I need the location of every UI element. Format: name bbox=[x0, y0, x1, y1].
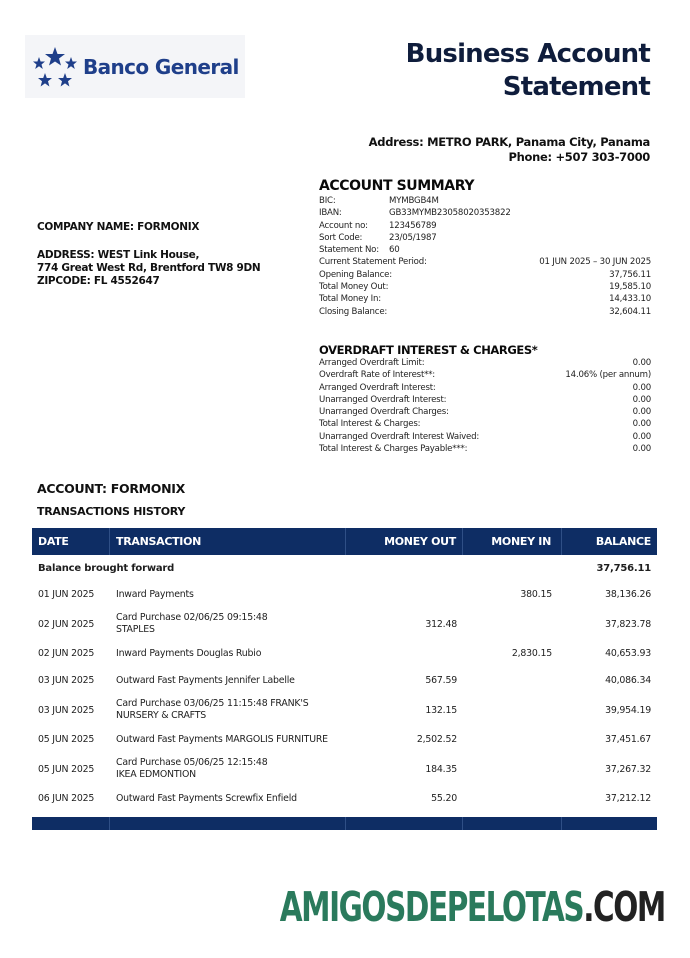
summary-value: 37,756.11 bbox=[609, 269, 651, 280]
balance-brought-forward-value: 37,756.11 bbox=[596, 562, 651, 574]
summary-closing-balance bbox=[319, 306, 651, 318]
overdraft-item bbox=[319, 382, 651, 394]
overdraft-label: Unarranged Overdraft Interest Waived: bbox=[319, 431, 480, 442]
overdraft-value: 0.00 bbox=[632, 358, 651, 368]
summary-sort-code bbox=[319, 232, 651, 244]
bank-address: Address: METRO PARK, Panama City, Panama bbox=[368, 135, 650, 149]
row-balance: 40,086.34 bbox=[605, 675, 651, 686]
row-balance: 37,823.78 bbox=[605, 618, 651, 630]
footer-cell bbox=[562, 817, 657, 830]
row-money-out bbox=[346, 581, 463, 608]
row-money-in bbox=[463, 753, 562, 785]
row-money-in bbox=[463, 694, 562, 726]
transactions-history-title: TRANSACTIONS HISTORY bbox=[37, 505, 186, 518]
summary-total-in bbox=[319, 293, 651, 305]
bank-name: Banco General bbox=[83, 54, 239, 79]
table-header bbox=[32, 528, 657, 555]
overdraft-label: Overdraft Rate of Interest**: bbox=[319, 370, 436, 381]
row-description-line2: NURSERY & CRAFTS bbox=[116, 710, 206, 721]
summary-label: Closing Balance: bbox=[319, 306, 388, 317]
summary-total-out bbox=[319, 281, 651, 293]
account-summary bbox=[319, 178, 651, 318]
five-star-ring-icon bbox=[33, 45, 77, 89]
table-row bbox=[32, 694, 657, 726]
table-row bbox=[32, 667, 657, 694]
summary-bic bbox=[319, 195, 651, 207]
company-zipcode: ZIPCODE: FL 4552647 bbox=[37, 275, 160, 287]
company-name: COMPANY NAME: FORMONIX bbox=[37, 221, 200, 233]
overdraft-item bbox=[319, 418, 651, 430]
row-balance: 37,451.67 bbox=[605, 734, 651, 745]
overdraft-label: Unarranged Overdraft Charges: bbox=[319, 407, 449, 418]
row-money-out: 2,502.52 bbox=[416, 734, 457, 745]
bank-phone: Phone: +507 303-7000 bbox=[508, 150, 650, 164]
table-row bbox=[32, 785, 657, 812]
table-footer-bar bbox=[32, 817, 657, 830]
column-header-money-out: MONEY OUT bbox=[346, 528, 463, 555]
row-description bbox=[110, 753, 346, 785]
column-header-date: DATE bbox=[32, 528, 110, 555]
row-money-out: 312.48 bbox=[425, 618, 457, 630]
overdraft-value: 0.00 bbox=[632, 407, 651, 418]
row-date: 02 JUN 2025 bbox=[38, 648, 95, 659]
summary-value: 123456789 bbox=[389, 220, 437, 231]
summary-label: Total Money Out: bbox=[319, 282, 389, 293]
account-title: ACCOUNT: FORMONIX bbox=[37, 481, 185, 496]
row-balance: 40,653.93 bbox=[605, 648, 651, 659]
table-row bbox=[32, 640, 657, 667]
summary-period bbox=[319, 256, 651, 268]
row-date: 03 JUN 2025 bbox=[38, 704, 95, 716]
table-row bbox=[32, 581, 657, 608]
summary-label: Account no: bbox=[319, 220, 368, 231]
footer-cell bbox=[463, 817, 562, 830]
summary-label: BIC: bbox=[319, 196, 336, 206]
row-balance: 39,954.19 bbox=[605, 704, 651, 716]
overdraft-value: 0.00 bbox=[632, 394, 651, 405]
row-description bbox=[110, 608, 346, 640]
row-money-out: 567.59 bbox=[425, 675, 457, 686]
column-header-money-in: MONEY IN bbox=[463, 528, 562, 555]
overdraft-section bbox=[319, 343, 651, 455]
row-description-line1: Outward Fast Payments Screwfix Enfield bbox=[116, 792, 297, 804]
table-row bbox=[32, 608, 657, 640]
row-description bbox=[110, 667, 346, 694]
row-description bbox=[110, 581, 346, 608]
watermark-tld: .COM bbox=[583, 883, 665, 931]
row-date: 03 JUN 2025 bbox=[38, 675, 95, 686]
document-title-line2: Statement bbox=[502, 72, 650, 102]
overdraft-label: Total Interest & Charges: bbox=[319, 419, 421, 430]
overdraft-item bbox=[319, 443, 651, 455]
column-header-transaction: TRANSACTION bbox=[110, 528, 346, 555]
row-date: 02 JUN 2025 bbox=[38, 618, 95, 630]
company-info bbox=[37, 221, 260, 288]
footer-cell bbox=[110, 817, 346, 830]
overdraft-label: Arranged Overdraft Limit: bbox=[319, 358, 425, 368]
row-money-out: 132.15 bbox=[425, 704, 457, 716]
overdraft-label: Arranged Overdraft Interest: bbox=[319, 382, 436, 393]
summary-label: Total Money In: bbox=[319, 294, 381, 305]
summary-value: 32,604.11 bbox=[609, 306, 651, 317]
document-title bbox=[406, 38, 650, 104]
row-money-out: 55.20 bbox=[431, 793, 457, 804]
summary-value: GB33MYMB23058020353822 bbox=[389, 208, 511, 219]
row-description bbox=[110, 726, 346, 753]
row-description-line2: STAPLES bbox=[116, 624, 155, 635]
summary-label: Current Statement Period: bbox=[319, 257, 427, 268]
row-date: 01 JUN 2025 bbox=[38, 589, 95, 600]
company-address-line2: 774 Great West Rd, Brentford TW8 9DN bbox=[37, 262, 261, 274]
row-description-line1: Inward Payments bbox=[116, 588, 194, 600]
summary-value: 60 bbox=[389, 245, 400, 256]
row-money-in: 2,830.15 bbox=[511, 648, 552, 659]
watermark-main: AMIGOSDEPELOTAS bbox=[279, 883, 584, 931]
overdraft-label: Unarranged Overdraft Interest: bbox=[319, 394, 447, 405]
row-balance: 37,267.32 bbox=[605, 763, 651, 775]
balance-brought-forward-label: Balance brought forward bbox=[38, 562, 175, 574]
row-description-line1: Card Purchase 03/06/25 11:15:48 FRANK'S bbox=[116, 698, 309, 709]
row-money-in: 380.15 bbox=[520, 589, 552, 600]
row-date: 05 JUN 2025 bbox=[38, 734, 95, 745]
summary-label: Opening Balance: bbox=[319, 269, 392, 280]
overdraft-item bbox=[319, 431, 651, 443]
row-description-line1: Outward Fast Payments Jennifer Labelle bbox=[116, 674, 295, 686]
company-address bbox=[37, 249, 260, 288]
row-balance: 38,136.26 bbox=[605, 589, 651, 600]
overdraft-value: 0.00 bbox=[632, 444, 651, 455]
row-description-line2: IKEA EDMONTION bbox=[116, 769, 196, 780]
column-header-balance: BALANCE bbox=[595, 535, 651, 548]
footer-cell bbox=[346, 817, 463, 830]
bank-contact bbox=[369, 135, 650, 165]
table-row bbox=[32, 726, 657, 753]
summary-value: MYMBGB4M bbox=[389, 196, 439, 206]
balance-brought-forward-row bbox=[32, 555, 657, 581]
overdraft-item bbox=[319, 369, 651, 381]
row-money-out bbox=[346, 640, 463, 667]
summary-label: Statement No: bbox=[319, 245, 379, 256]
table-row bbox=[32, 753, 657, 785]
row-description bbox=[110, 694, 346, 726]
row-money-in bbox=[463, 785, 562, 812]
row-money-in bbox=[463, 667, 562, 694]
summary-iban bbox=[319, 207, 651, 219]
row-money-in bbox=[463, 726, 562, 753]
summary-account-no bbox=[319, 220, 651, 232]
summary-value: 01 JUN 2025 – 30 JUN 2025 bbox=[539, 257, 651, 268]
row-description bbox=[110, 640, 346, 667]
row-description bbox=[110, 785, 346, 812]
row-description-line1: Card Purchase 05/06/25 12:15:48 bbox=[116, 757, 268, 768]
summary-label: Sort Code: bbox=[319, 232, 363, 243]
overdraft-label: Total Interest & Charges Payable***: bbox=[319, 444, 468, 455]
company-address-line1: ADDRESS: WEST Link House, bbox=[37, 249, 200, 261]
footer-cell bbox=[32, 817, 110, 830]
row-money-in bbox=[463, 608, 562, 640]
row-description-line1: Inward Payments Douglas Rubio bbox=[116, 647, 262, 659]
row-date: 06 JUN 2025 bbox=[38, 793, 95, 804]
overdraft-value: 0.00 bbox=[632, 431, 651, 442]
row-balance: 37,212.12 bbox=[605, 793, 651, 804]
overdraft-title: OVERDRAFT INTEREST & CHARGES* bbox=[319, 343, 538, 357]
transactions-table bbox=[32, 528, 657, 830]
summary-value: 14,433.10 bbox=[609, 294, 651, 305]
document-title-line1: Business Account bbox=[405, 39, 650, 69]
bank-logo bbox=[25, 35, 245, 98]
summary-opening-balance bbox=[319, 269, 651, 281]
summary-statement-no bbox=[319, 244, 651, 256]
summary-value: 23/05/1987 bbox=[389, 232, 437, 243]
overdraft-item bbox=[319, 394, 651, 406]
row-date: 05 JUN 2025 bbox=[38, 763, 95, 775]
summary-value: 19,585.10 bbox=[609, 282, 651, 293]
overdraft-value: 0.00 bbox=[632, 419, 651, 430]
watermark bbox=[280, 883, 665, 931]
summary-label: IBAN: bbox=[319, 208, 342, 219]
account-summary-title: ACCOUNT SUMMARY bbox=[319, 178, 475, 194]
row-money-out: 184.35 bbox=[425, 763, 457, 775]
overdraft-value: 0.00 bbox=[632, 382, 651, 393]
overdraft-value: 14.06% (per annum) bbox=[565, 370, 651, 381]
row-description-line1: Outward Fast Payments MARGOLIS FURNITURE bbox=[116, 733, 328, 745]
overdraft-item bbox=[319, 357, 651, 369]
row-description-line1: Card Purchase 02/06/25 09:15:48 bbox=[116, 612, 268, 623]
overdraft-item bbox=[319, 406, 651, 418]
